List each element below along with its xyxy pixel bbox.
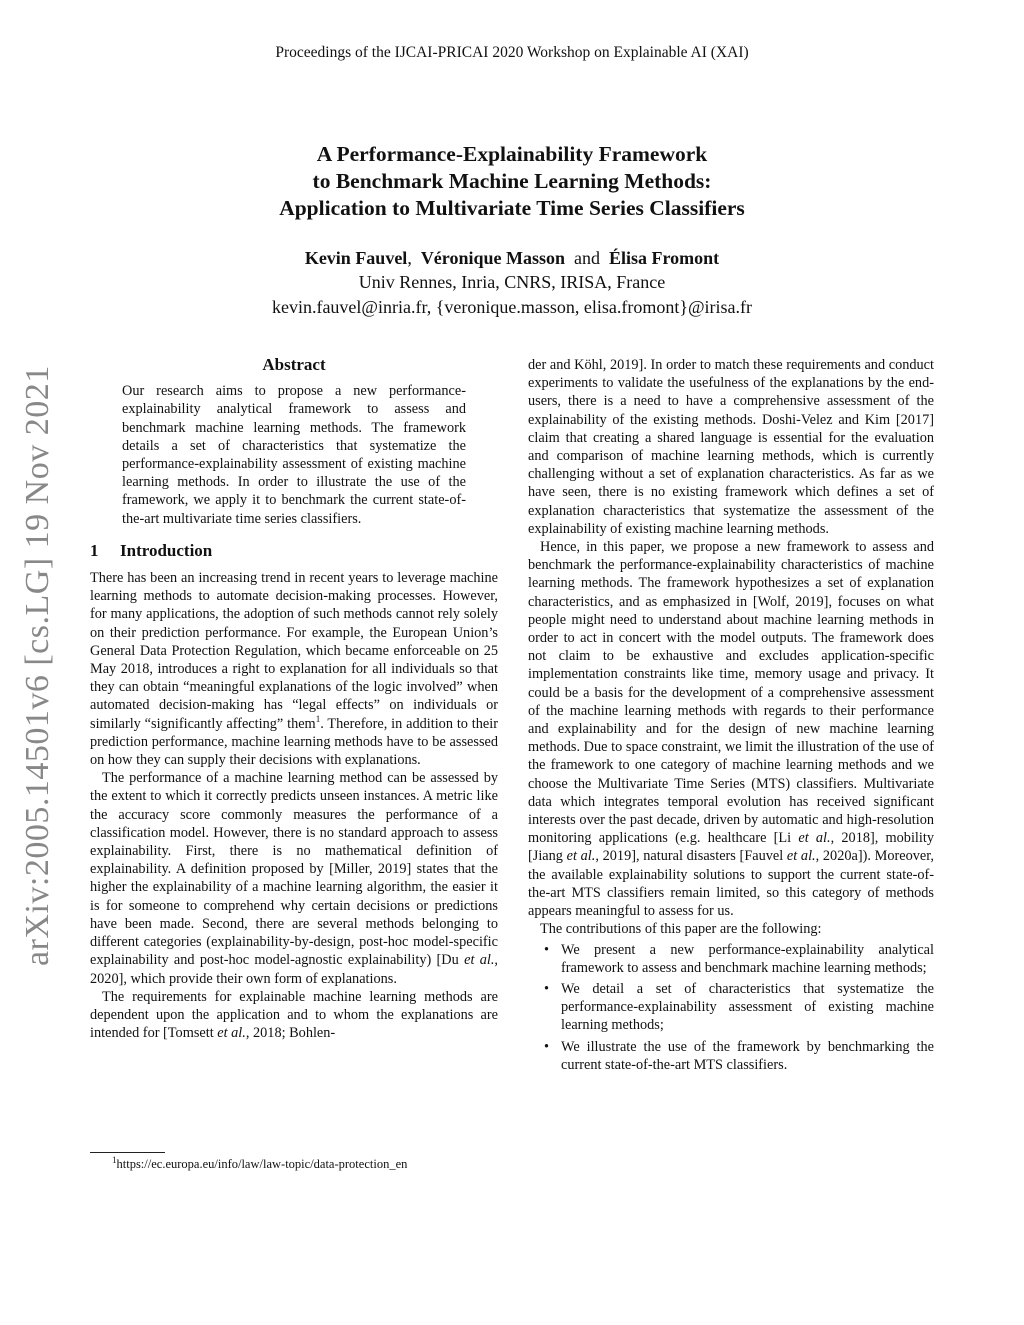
title-line: to Benchmark Machine Learning Methods: [312, 169, 712, 193]
author-3: Élisa Fromont [609, 248, 720, 268]
text-emphasis: et al. [566, 848, 596, 865]
text-run: Hence, in this paper, we propose a new framework to assess and benchmark the performance-explainability characteristics of machine learning methods. The framework hypothesizes a set of explanation characteristics, and as emphasized in [Wolf, 2019], focuses on what people might need to understand about machine learning methods in order to act in concert with the model outputs. The framework does not claim to be exhaustive and excludes application-specific implementation constraints like time, memory usage and privacy. It could be a basis for the development of a comprehensive assessment of the machine learning methods with regards to their performance and explainability and for the design of new machine learning methods. Due to space constraint, we limit the illustration of the use of the framework to one category of machine learning methods and we choose the Multivariate Time Series (MTS) classifiers. Multivariate data which integrates temporal evolution has received significant interests over the past decade, driven by automatic and high-resolution monitoring applications (e.g. healthcare [Li [528, 539, 934, 847]
right-paragraph-3: The contributions of this paper are the following: [540, 921, 822, 938]
intro-paragraph-1 [90, 569, 498, 769]
text-run: , 2020a]). Moreover, the available explainability solutions to support the current state-of-the-art MTS classifiers remain limited, so this category of methods appears meaningful to assess for us. [528, 848, 935, 920]
bullet-icon: • [544, 1038, 550, 1055]
list-item [528, 1038, 934, 1074]
bullet-icon: • [544, 980, 550, 997]
title-line: A Performance-Explainability Framework [316, 142, 708, 166]
bullet-icon: • [544, 941, 550, 958]
footnote-marker: 1 [315, 713, 321, 724]
author-emails: kevin.fauvel@inria.fr, {veronique.masson, elisa.fromont}@irisa.fr [271, 297, 753, 317]
right-column [528, 356, 934, 1077]
list-item [528, 941, 934, 977]
intro-paragraph-3 [90, 988, 498, 1043]
text-emphasis: et al. [786, 848, 816, 865]
title-line: Application to Multivariate Time Series Classifiers [279, 196, 745, 220]
intro-paragraph-2 [90, 769, 498, 987]
contributions-list [528, 941, 934, 1074]
text-run: . Therefore, in addition to their prediction performance, machine learning methods have to be assessed on how they can supply their decisions with explanations. [90, 715, 498, 769]
section-heading-introduction [90, 542, 498, 560]
text-emphasis: et al. [217, 1025, 246, 1042]
list-item [528, 980, 934, 1035]
text-run: The requirements for explainable machine learning methods are dependent upon the application and to whom the explanations are intended for [Tomsett [90, 988, 498, 1042]
paper-title [112, 141, 912, 222]
list-item-text: We present a new performance-explainability analytical framework to assess and benchmark machine learning methods; [561, 941, 934, 976]
text-run: , 2019], natural disasters [Fauvel [595, 848, 787, 865]
text-emphasis: et al. [798, 830, 831, 847]
right-paragraph-1: der and Köhl, 2019]. In order to match these requirements and conduct experiments to validate the usefulness of the explanations by the end-users, there is a need to have a comprehensive assessment of the explainability of the existing methods. Doshi-Velez and Kim [2017] claim that creating a shared language is essential for the evaluation and comparison of machine learning methods, which is currently challenging without a set of explanation characteristics. As far as we have seen, there is no existing framework which defines a set of explanation characteristics that systematize the assessment of the explainability of existing machine learning methods. [528, 357, 934, 537]
author-names [112, 246, 912, 270]
author-2: Véronique Masson [420, 248, 565, 268]
author-block [112, 246, 912, 320]
text-run: , 2020], which provide their own form of explanations. [90, 952, 498, 987]
footnote [112, 1154, 408, 1172]
abstract-text: Our research aims to propose a new performance-explainability analytical framework to assess and benchmark machine learning methods. The framework details a set of characteristics that systematize the performance-explainability assessment of existing machine learning methods. In order to illustrate the use of the framework, we apply it to benchmark the current state-of-the-art multivariate time series classifiers. [122, 383, 466, 527]
section-title: Introduction [120, 540, 213, 560]
list-item-text: We detail a set of characteristics that systematize the performance-explainability assessment of existing machine learning methods; [561, 980, 934, 1034]
arxiv-stamp: arXiv:2005.14501v6 [cs.LG] 19 Nov 2021 [19, 365, 56, 966]
text-run: , 2018], mobility [Jiang [528, 830, 934, 865]
footnote-divider [90, 1152, 165, 1153]
text-run: , 2018; Bohlen- [245, 1025, 336, 1042]
abstract-heading: Abstract [262, 355, 326, 374]
right-paragraph-2 [528, 538, 934, 920]
text-run: There has been an increasing trend in recent years to leverage machine learning methods to automate decision-making processes. However, for many applications, the adoption of such methods cannot rely solely on their prediction performance. For example, the European Union’s General Data Protection Regulation, which became enforceable on 25 May 2018, introduces a right to explanation for all individuals so that they can obtain “meaningful explanations of the logic involved” when automated decision-making has “legal effects” on individuals or similarly “significantly affecting” them [90, 570, 498, 732]
author-separator: , [407, 248, 412, 268]
proceedings-header: Proceedings of the IJCAI-PRICAI 2020 Workshop on Explainable AI (XAI) [275, 44, 749, 61]
section-number: 1 [90, 540, 99, 560]
text-run: The performance of a machine learning method can be assessed by the extent to which it correctly predicts unseen instances. A metric like the accuracy score commonly measures the performance of a classification model. However, there is no standard approach to assess explainability. First, there is no mathematical definition of explainability. A definition proposed by [Miller, 2019] states that the higher the explainability of a machine learning algorithm, the easier it is for someone to comprehend why certain decisions or predictions have been made. Second, there are several methods belonging to different categories (explainability-by-design, post-hoc model-specific explainability and post-hoc model-agnostic explainability) [Du [90, 770, 498, 969]
text-emphasis: et al. [464, 952, 495, 969]
footnote-url[interactable]: https://ec.europa.eu/info/law/law-topic/data-protection_en [116, 1157, 408, 1171]
list-item-text: We illustrate the use of the framework by benchmarking the current state-of-the-art MTS classifiers. [561, 1038, 934, 1073]
author-1: Kevin Fauvel [304, 248, 408, 268]
affiliation: Univ Rennes, Inria, CNRS, IRISA, France [358, 272, 666, 292]
footnote-number: 1 [112, 1154, 117, 1165]
author-and: and [574, 248, 600, 268]
left-column [90, 356, 498, 1042]
